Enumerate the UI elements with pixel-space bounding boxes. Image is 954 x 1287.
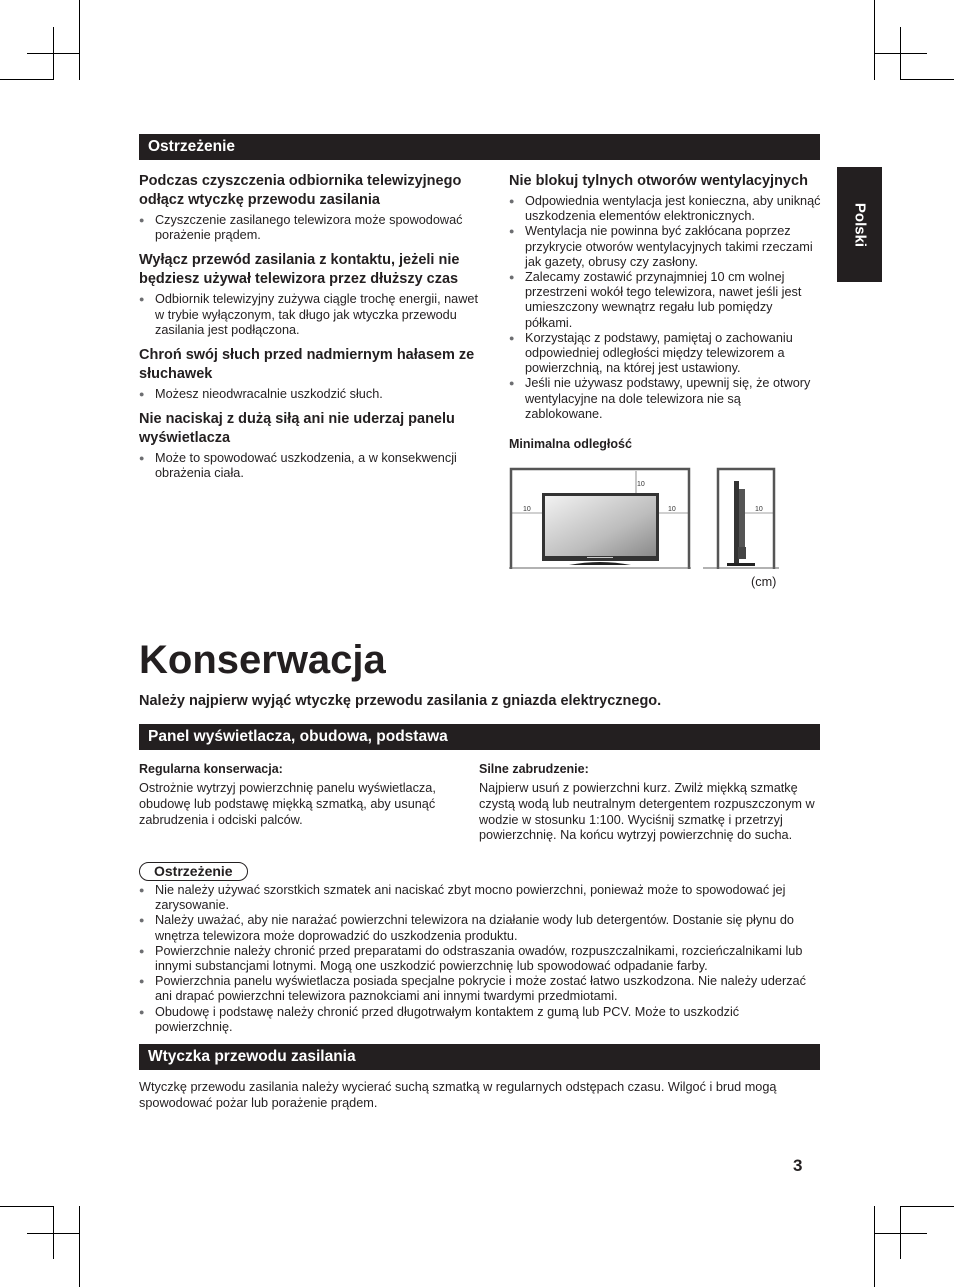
bullet-item: ● Korzystając z podstawy, pamiętaj o zachowaniu odpowiedniej odległości między telewizorem a powierzchnią, na której jest ustawiony.	[509, 331, 821, 377]
panel-section-header: Panel wyświetlacza, obudowa, podstawa	[139, 724, 820, 750]
crop-mark	[874, 1206, 875, 1287]
clearance-front-diagram	[509, 467, 691, 571]
bullet-list	[139, 387, 479, 402]
bullet-list	[139, 213, 479, 243]
crop-mark	[79, 0, 80, 80]
bullet-item: ● Nie należy używać szorstkich szmatek ani naciskać zbyt mocno powierzchni, ponieważ może to spowodować jej zarysowanie.	[139, 883, 820, 913]
warning-heading: Nie naciskaj z dużą siłą ani nie uderzaj panelu wyświetlacza	[139, 411, 455, 447]
bullet-item: ● Może to spowodować uszkodzenia, a w konsekwencji obrażenia ciała.	[139, 451, 479, 481]
bullet-item: ● Powierzchnie należy chronić przed preparatami do odstraszania owadów, rozpuszczalnikami, rozcieńczalnikami lub innymi substancjami lotnymi. Mogą one uszkodzić powierzchnię lub spowodować odpadanie farby.	[139, 944, 820, 974]
bullet-item: ● Powierzchnia panelu wyświetlacza posiada specjalne pokrycie i może zostać łatwo uszkodzona. Nie należy uderzać ani drapać powierzchni telewizora paznokciami ani innymi twardymi przedmiotami.	[139, 974, 820, 1004]
diagram-title: Minimalna odległość	[509, 437, 632, 451]
intro-text: Należy najpierw wyjąć wtyczkę przewodu zasilania z gniazda elektrycznego.	[139, 693, 662, 709]
bullet-item: ● Należy uważać, aby nie narażać powierzchni telewizora na działanie wody lub detergentów. Dostanie się płynu do wnętrza telewizora może doprowadzić do uszkodzenia produktu.	[139, 913, 820, 943]
dimension-side: 10	[755, 506, 763, 513]
warning-heading: Podczas czyszczenia odbiornika telewizyjnego odłącz wtyczkę przewodu zasilania	[139, 173, 462, 208]
page-number: 3	[793, 1156, 803, 1175]
heavy-title: Silne zabrudzenie:	[479, 762, 589, 776]
warning-left-column	[139, 172, 479, 490]
dimension-top: 10	[637, 481, 645, 488]
bullet-list	[139, 451, 479, 481]
plug-text: Wtyczkę przewodu zasilania należy wycierać suchą szmatką w regularnych odstępach czasu. Wilgoć i brud mogą spowodować pożar lub porażenie prądem.	[139, 1080, 777, 1110]
crop-mark	[53, 27, 54, 80]
bullet-item: ● Jeśli nie używasz podstawy, upewnij się, że otwory wentylacyjne na dole telewizora nie są zablokowane.	[509, 376, 821, 422]
warning-right-column	[509, 172, 821, 430]
crop-mark	[900, 1206, 954, 1207]
regular-title: Regularna konserwacja:	[139, 762, 283, 776]
bullet-item: ● Odbiornik telewizyjny zużywa ciągle trochę energii, nawet w trybie wyłączonym, tak długo jak wtyczka przewodu zasilania jest podłączona.	[139, 292, 479, 338]
plug-section-header: Wtyczka przewodu zasilania	[139, 1044, 820, 1070]
bullet-list	[139, 292, 479, 338]
dimension-left: 10	[523, 506, 531, 513]
crop-mark	[0, 79, 53, 80]
crop-mark	[53, 1206, 54, 1259]
warning-heading: Wyłącz przewód zasilania z kontaktu, jeżeli nie będziesz używał telewizora przez dłuższy czas	[139, 252, 460, 288]
regular-text: Ostrożnie wytrzyj powierzchnię panelu wyświetlacza, obudowę lub podstawę miękką szmatką, aby usunąć zabrudzenia i odciski palców.	[139, 781, 436, 827]
caution-list	[139, 883, 820, 1043]
dimension-right: 10	[668, 506, 676, 513]
regular-maintenance	[139, 761, 464, 828]
warning-section-header: Ostrzeżenie	[139, 134, 820, 160]
crop-mark	[900, 1206, 901, 1259]
bullet-item: ● Zalecamy zostawić przynajmniej 10 cm wolnej przestrzeni wokół tego telewizora, nawet jeśli jest umieszczony wewnątrz regału lub pomiędzy półkami.	[509, 270, 821, 331]
bullet-list	[509, 194, 821, 422]
crop-mark	[874, 0, 875, 80]
bullet-item: ● Wentylacja nie powinna być zakłócana poprzez przykrycie otworów wentylacyjnych takimi rzeczami jak gazety, obrusy czy zasłony.	[509, 224, 821, 270]
bullet-list	[139, 883, 820, 1035]
bullet-item: ● Odpowiednia wentylacja jest konieczna, aby uniknąć uszkodzenia elementów elektronicznych.	[509, 194, 821, 224]
language-tab-label: Polski	[851, 202, 868, 247]
heavy-text: Najpierw usuń z powierzchni kurz. Zwilż miękką szmatkę czystą wodą lub neutralnym detergentem rozpuszczonym w wodzie w stosunku 1:100. Wyciśnij szmatkę i przetrzyj powierzchnię. Na końcu wytrzyj powierzchnię do sucha.	[479, 781, 815, 843]
bullet-item: ● Czyszczenie zasilanego telewizora może spowodować porażenie prądem.	[139, 213, 479, 243]
heavy-dirt	[479, 761, 821, 844]
crop-mark	[0, 1206, 53, 1207]
bullet-item: ● Możesz nieodwracalnie uszkodzić słuch.	[139, 387, 479, 402]
crop-mark	[900, 79, 954, 80]
clearance-side-diagram	[703, 467, 779, 571]
page-title: Konserwacja	[139, 638, 386, 682]
language-tab	[837, 167, 882, 282]
ventilation-heading: Nie blokuj tylnych otworów wentylacyjnych	[509, 173, 808, 189]
bullet-item: ● Obudowę i podstawę należy chronić przed długotrwałym kontaktem z gumą lub PCV. Może to uszkodzić powierzchnię.	[139, 1005, 820, 1035]
crop-mark	[900, 27, 901, 80]
unit-label: (cm)	[751, 575, 777, 589]
crop-mark	[79, 1206, 80, 1287]
caution-pill: Ostrzeżenie	[139, 862, 248, 881]
caution-label	[139, 862, 248, 881]
warning-heading: Chroń swój słuch przed nadmiernym hałasem ze słuchawek	[139, 347, 475, 383]
